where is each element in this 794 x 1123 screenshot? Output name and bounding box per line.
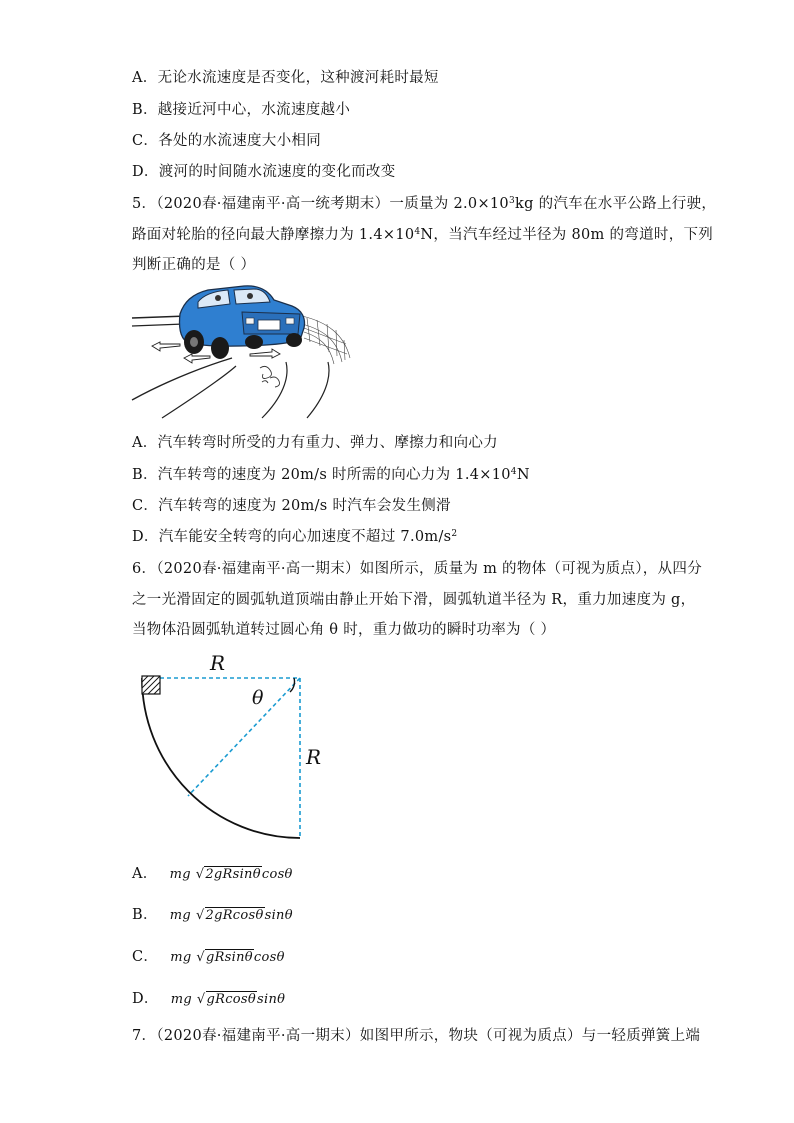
label-angle: θ [252,687,264,709]
q6-option-a: A． mg √2gRsinθcosθ [132,866,293,882]
car-turning-illustration [132,282,354,418]
sqrt: √gRcosθ [196,992,257,1007]
q6-stem-line1: 6．（2020春·福建南平·高一期末）如图所示，质量为 m 的物体（可视为质点），从四分 [132,561,703,577]
q5-stem-line1: 5．（2020春·福建南平·高一统考期末）一质量为 $2.0\times 10^3kg$ 的汽车在水平公路上行驶， [132,196,717,212]
q5-option-a: A．汽车转弯时所受的力有重力、弹力、摩擦力和向心力 [132,435,498,451]
sqrt: √2gRsinθ [195,867,261,882]
q4-option-c: C．各处的水流速度大小相同 [132,133,321,149]
q5-option-c: C．汽车转弯的速度为 20m/s 时汽车会发生侧滑 [132,498,451,514]
label-side-radius: R [306,745,322,769]
q6-stem-line3: 当物体沿圆弧轨道转过圆心角 θ 时，重力做功的瞬时功率为（ ） [132,622,556,638]
sqrt: √gRsinθ [196,950,253,965]
q5-option-d: D．汽车能安全转弯的向心加速度不超过 $7.0m/s^2$ [132,529,458,545]
sqrt: √2gRcosθ [195,908,264,923]
q6-option-b: B． mg √2gRcosθsinθ [132,907,293,923]
q5-stem-line3: 判断正确的是（ ） [132,257,256,273]
q6-option-c: C． mg √gRsinθcosθ [132,949,285,965]
label-top-radius: R [210,651,226,675]
q6-option-d: D． mg √gRcosθsinθ [132,991,286,1007]
q7-stem-line1: 7．（2020春·福建南平·高一期末）如图甲所示，物块（可视为质点）与一轻质弹簧上端 [132,1028,701,1044]
q4-option-a: A．无论水流速度是否变化，这种渡河耗时最短 [132,70,439,86]
q5-stem-line2: 路面对轮胎的径向最大静摩擦力为 $1.4\times 10^4N$，当汽车经过半径为 80m 的弯道时，下列 [132,227,714,243]
q5-option-b: B．汽车转弯的速度为 20m/s 时所需的向心力为 $1.4\times 10^4N$ [132,467,530,483]
quarter-arc-figure [130,650,330,845]
q4-option-b: B．越接近河中心，水流速度越小 [132,102,351,118]
q6-stem-line2: 之一光滑固定的圆弧轨道顶端由静止开始下滑，圆弧轨道半径为 R，重力加速度为 g， [132,592,696,608]
q4-option-d: D．渡河的时间随水流速度的变化而改变 [132,164,396,180]
